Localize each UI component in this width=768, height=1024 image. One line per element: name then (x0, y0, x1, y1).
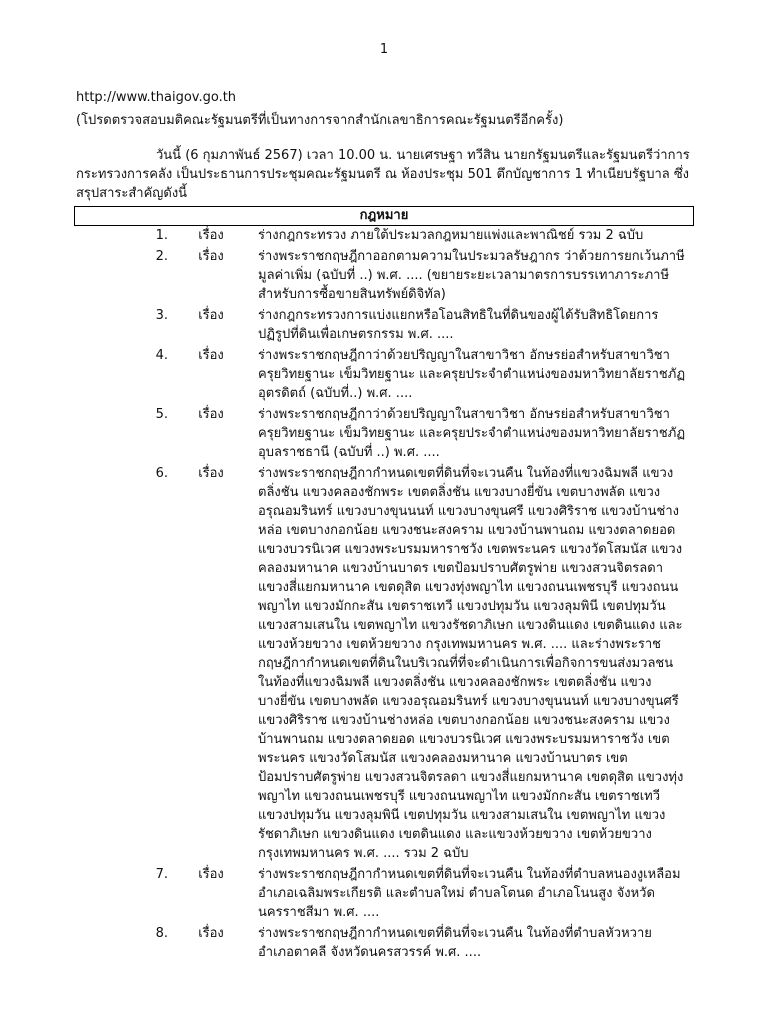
item-label: เรื่อง (198, 407, 224, 422)
item-text: ร่างพระราชกฤษฎีกากำหนดเขตที่ดินที่จะเวนคืน ในท้องที่แขวงฉิมพลี แขวงตลิ่งชัน แขวงคลองชักพระ เขตตลิ่งชัน แขวงบางยี่ขัน เขตบางพลัด แขวงอรุณอมรินทร์ แขวงบางขุนนนท์ แขวงบางขุนศรี แขวงศิริราช แขวงบ้านช่างหล่อ เขตบางกอกน้อย แขวงชนะสงคราม แขวงบ้านพานถม แขวงตลาดยอด แขวงบวรนิเวศ แขวงพระบรมมหาราชวัง เขตพระนคร แขวงวัดโสมนัส แขวงคลองมหานาค แขวงบ้านบาตร เขตป้อมปราบศัตรูพ่าย แขวงสวนจิตรลดา แขวงสี่แยกมหานาค เขตดุสิต แขวงทุ่งพญาไท แขวงถนนเพชรบุรี แขวงถนนพญาไท แขวงมักกะสัน เขตราชเทวี แขวงปทุมวัน แขวงลุมพินี เขตปทุมวัน แขวงสามเสนใน เขตพญาไท แขวงรัชดาภิเษก แขวงดินแดง เขตดินแดง และแขวงห้วยขวาง เขตห้วยขวาง กรุงเทพมหานคร พ.ศ. .... และร่างพระราชกฤษฎีกากำหนดเขตที่ดินในบริเวณที่ที่จะดำเนินการเพื่อกิจการขนส่งมวลชน ในท้องที่แขวงฉิมพลี แขวงตลิ่งชัน แขวงคลองชักพระ เขตตลิ่งชัน แขวงบางยี่ขัน เขตบางพลัด แขวงอรุณอมรินทร์ แขวงบางขุนนนท์ แขวงบางขุนศรี แขวงศิริราช แขวงบ้านช่างหล่อ เขตบางกอกน้อย แขวงชนะสงคราม แขวงบ้านพานถม แขวงตลาดยอด แขวงบวรนิเวศ แขวงพระบรมมหาราชวัง เขตพระนคร แขวงวัดโสมนัส แขวงคลองมหานาค แขวงบ้านบาตร เขตป้อมปราบศัตรูพ่าย แขวงสวนจิตรลดา แขวงสี่แยกมหานาค เขตดุสิต แขวงทุ่งพญาไท แขวงถนนเพชรบุรี แขวงถนนพญาไท แขวงมักกะสัน เขตราชเทวี แขวงปทุมวัน แขวงลุมพินี เขตปทุมวัน แขวงสามเสนใน เขตพญาไท แขวงรัชดาภิเษก แขวงดินแดง เขตดินแดง และแขวงห้วยขวาง เขตห้วยขวาง กรุงเทพมหานคร พ.ศ. .... รวม 2 ฉบับ (258, 466, 684, 861)
agenda-item (0, 865, 768, 922)
item-number: 7. (155, 867, 168, 882)
source-url[interactable]: http://www.thaigov.go.th (76, 90, 237, 105)
item-text: ร่างพระราชกฤษฎีกาออกตามความในประมวลรัษฎากร ว่าด้วยการยกเว้นภาษีมูลค่าเพิ่ม (ฉบับที่ ..) พ.ศ. .... (ขยายระยะเวลามาตรการบรรเทาภาระภาษีสำหรับการซื้อขายสินทรัพย์ดิจิทัล) (258, 249, 685, 302)
item-text: ร่างกฎกระทรวง ภายใต้ประมวลกฎหมายแพ่งและพาณิชย์ รวม 2 ฉบับ (258, 228, 644, 243)
item-number: 6. (155, 466, 168, 481)
item-number: 5. (155, 407, 168, 422)
item-number: 4. (155, 348, 168, 363)
item-text: ร่างพระราชกฤษฎีกากำหนดเขตที่ดินที่จะเวนคืน ในท้องที่ตำบลหนองงูเหลือม อำเภอเฉลิมพระเกียรติ และตำบลใหม่ ตำบลโตนด อำเภอโนนสูง จังหวัดนครราชสีมา พ.ศ. .... (258, 867, 681, 920)
item-number: 2. (155, 249, 168, 264)
verification-note: (โปรดตรวจสอบมติคณะรัฐมนตรีที่เป็นทางการจากสำนักเลขาธิการคณะรัฐมนตรีอีกครั้ง) (76, 113, 564, 128)
intro-paragraph: วันนี้ (6 กุมภาพันธ์ 2567) เวลา 10.00 น. นายเศรษฐา ทวีสิน นายกรัฐมนตรีและรัฐมนตรีว่าการกระทรวงการคลัง เป็นประธานการประชุมคณะรัฐมนตรี ณ ห้องประชุม 501 ตึกบัญชาการ 1 ทำเนียบรัฐบาล ซึ่งสรุปสาระสำคัญดังนี้ (76, 148, 690, 201)
agenda-item (0, 464, 768, 863)
item-text: ร่างพระราชกฤษฎีกากำหนดเขตที่ดินที่จะเวนคืน ในท้องที่ตำบลหัวหวาย อำเภอตาคลี จังหวัดนครสวรรค์ พ.ศ. .... (258, 926, 652, 960)
item-label: เรื่อง (198, 348, 224, 363)
section-title: กฎหมาย (74, 206, 694, 226)
agenda-item (0, 405, 768, 462)
item-number: 8. (155, 926, 168, 941)
item-label: เรื่อง (198, 867, 224, 882)
agenda-item (0, 247, 768, 304)
item-label: เรื่อง (198, 249, 224, 264)
agenda-item (0, 924, 768, 962)
item-label: เรื่อง (198, 228, 224, 243)
agenda-item (0, 306, 768, 344)
item-text: ร่างพระราชกฤษฎีกาว่าด้วยปริญญาในสาขาวิชา อักษรย่อสำหรับสาขาวิชา ครุยวิทยฐานะ เข็มวิทยฐานะ และครุยประจำตำแหน่งของมหาวิทยาลัยราชภัฏอุบลราชธานี (ฉบับที่ ..) พ.ศ. .... (258, 407, 686, 460)
item-number: 3. (155, 308, 168, 323)
item-label: เรื่อง (198, 926, 224, 941)
item-number: 1. (155, 228, 168, 243)
page-number: 1 (379, 42, 389, 57)
agenda-item (0, 226, 768, 245)
agenda-item (0, 346, 768, 403)
item-label: เรื่อง (198, 308, 224, 323)
item-label: เรื่อง (198, 466, 224, 481)
agenda-list (0, 226, 768, 964)
item-text: ร่างกฎกระทรวงการแบ่งแยกหรือโอนสิทธิในที่ดินของผู้ได้รับสิทธิโดยการปฏิรูปที่ดินเพื่อเกษตรกรรม พ.ศ. .... (258, 308, 659, 342)
item-text: ร่างพระราชกฤษฎีกาว่าด้วยปริญญาในสาขาวิชา อักษรย่อสำหรับสาขาวิชา ครุยวิทยฐานะ เข็มวิทยฐานะ และครุยประจำตำแหน่งของมหาวิทยาลัยราชภัฏอุตรดิตถ์ (ฉบับที่..) พ.ศ. .... (258, 348, 686, 401)
